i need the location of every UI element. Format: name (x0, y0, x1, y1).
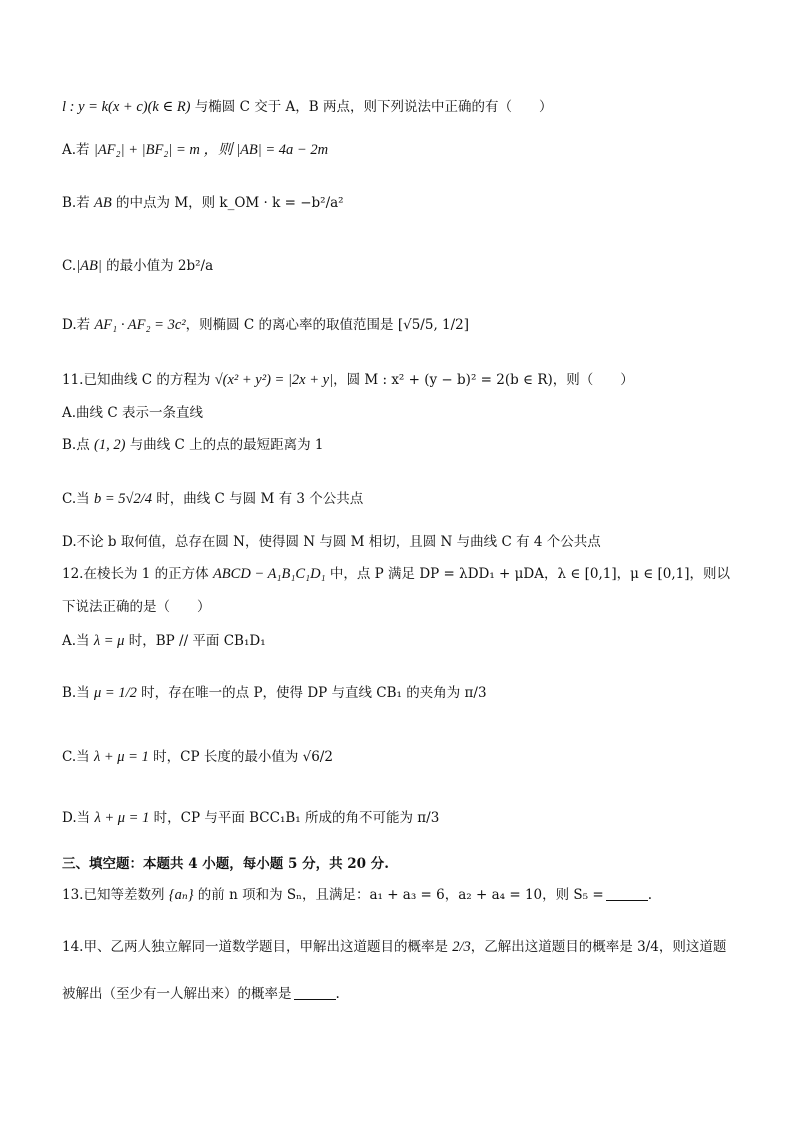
question-12-cont: 下说法正确的是（ ） (62, 599, 211, 615)
option-10c: C.|AB| 的最小值为 2b²/a (62, 258, 214, 274)
option-10b: B.若 AB 的中点为 M，则 k_OM · k = −b²/a² (62, 195, 344, 211)
line-1: l : y = k(x + c)(k ∈ R) 与椭圆 C 交于 A，B 两点，则下列说法中正确的有（ ） (62, 99, 553, 115)
answer-blank-13[interactable] (606, 886, 648, 901)
option-11a: A.曲线 C 表示一条直线 (62, 405, 203, 421)
option-10d: D.若 AF₁ · AF₂ = 3c²，则椭圆 C 的离心率的取值范围是 [√5/5, 1/2] (62, 317, 470, 333)
option-10a: A.若 |AF₂| + |BF₂| = m ，则 |AB| = 4a − 2m (62, 142, 329, 158)
question-11: 11.已知曲线 C 的方程为 √(x² + y²) = |2x + y|，圆 M : x² + (y − b)² = 2(b ∈ R)，则（ ） (62, 372, 634, 388)
question-14-cont: 被解出（至少有一人解出来）的概率是 . (62, 986, 340, 1002)
option-11d: D.不论 b 取何值，总存在圆 N，使得圆 N 与圆 M 相切，且圆 N 与曲线 C 有 4 个公共点 (62, 534, 601, 550)
option-12c: C.当 λ + μ = 1 时，CP 长度的最小值为 √6/2 (62, 749, 333, 765)
section-heading: 三、填空题：本题共 4 小题，每小题 5 分，共 20 分. (62, 856, 389, 872)
answer-blank-14[interactable] (294, 985, 336, 1000)
option-12a: A.当 λ = μ 时，BP // 平面 CB₁D₁ (62, 633, 266, 649)
option-12d: D.当 λ + μ = 1 时，CP 与平面 BCC₁B₁ 所成的角不可能为 π/3 (62, 810, 440, 826)
option-11c: C.当 b = 5√2/4 时，曲线 C 与圆 M 有 3 个公共点 (62, 491, 364, 507)
question-12: 12.在棱长为 1 的正方体 ABCD − A₁B₁C₁D₁ 中，点 P 满足 DP = λDD₁ + μDA，λ ∈ [0,1]，μ ∈ [0,1]，则以 (62, 566, 730, 582)
option-11b: B.点 (1, 2) 与曲线 C 上的点的最短距离为 1 (62, 437, 324, 453)
option-12b: B.当 μ = 1/2 时，存在唯一的点 P，使得 DP 与直线 CB₁ 的夹角为 π/3 (62, 685, 487, 701)
question-13: 13.已知等差数列 {aₙ} 的前 n 项和为 Sₙ，且满足：a₁ + a₃ = 6，a₂ + a₄ = 10，则 S₅ = . (62, 887, 652, 903)
question-14: 14.甲、乙两人独立解同一道数学题目，甲解出这道题目的概率是 2/3，乙解出这道题目的概率是 3/4，则这道题 (62, 939, 727, 955)
